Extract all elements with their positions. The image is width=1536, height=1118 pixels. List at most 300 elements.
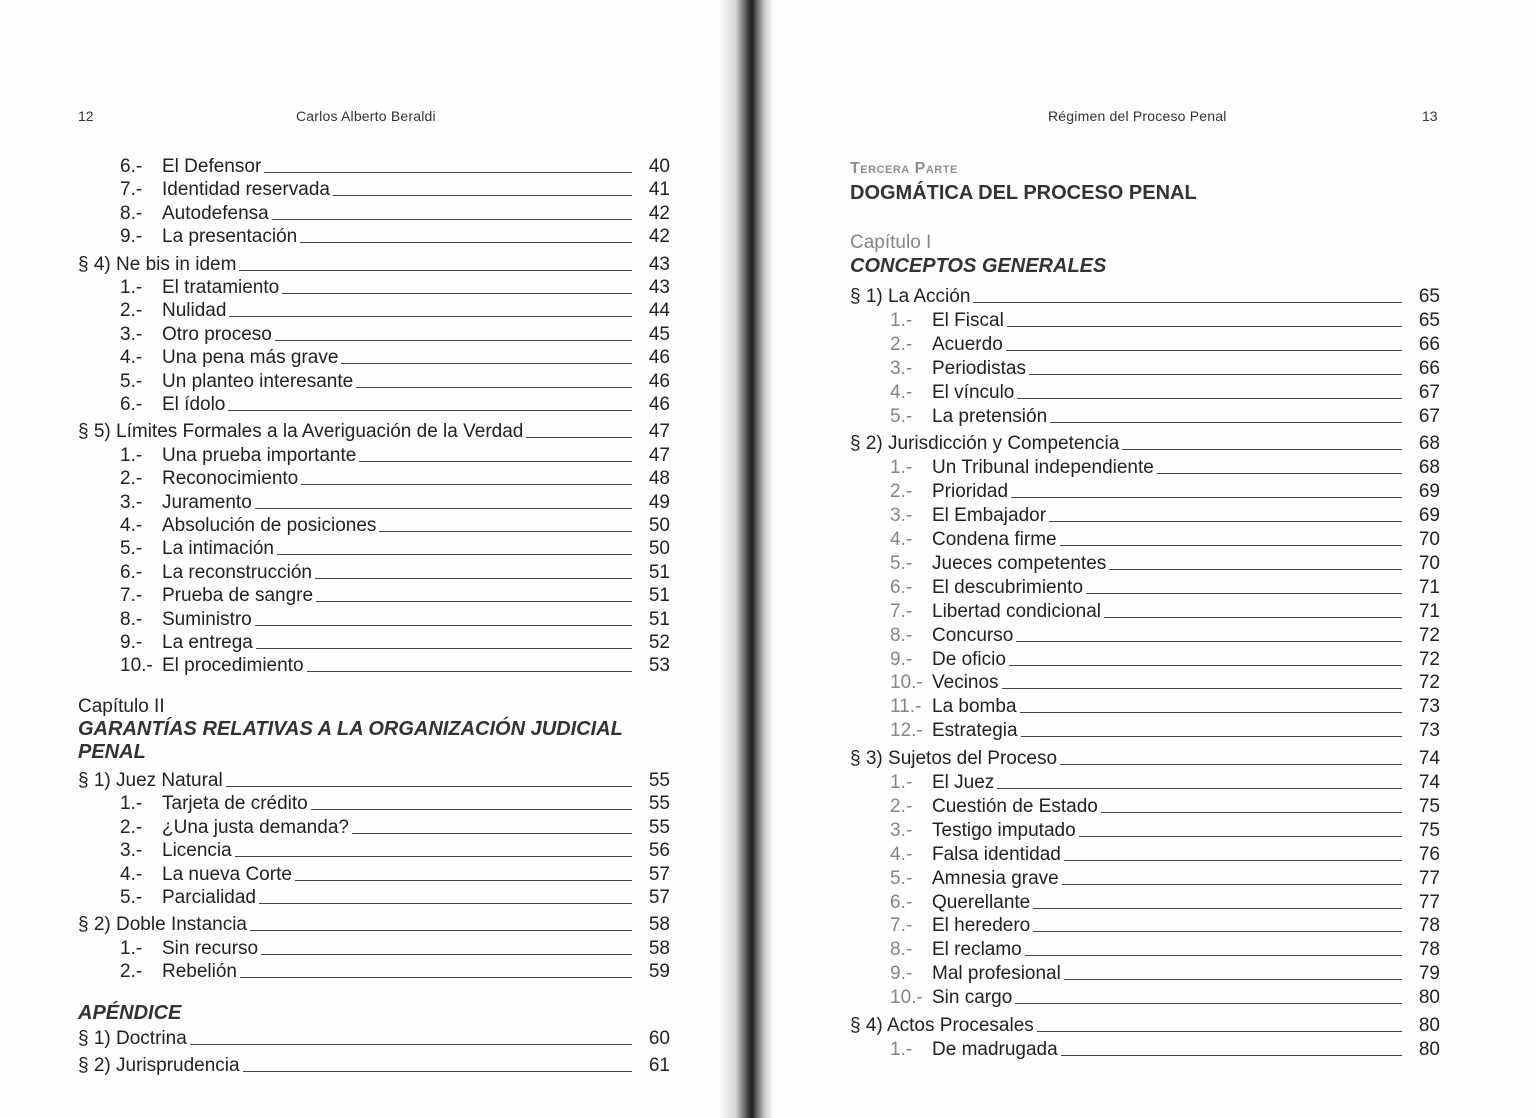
toc-leader-line (333, 195, 632, 196)
toc-entry-label: De oficio (932, 648, 1006, 670)
toc-leader-line (1064, 979, 1402, 980)
toc-entry-page: 53 (648, 655, 670, 677)
toc-entry-label: El heredero (932, 915, 1031, 937)
toc-entry (78, 201, 670, 225)
toc-entry (78, 466, 670, 490)
toc-entry-number: 12.- (890, 720, 923, 742)
toc-entry-number: 1.- (120, 937, 143, 959)
toc-entry (850, 455, 1440, 479)
toc-entry-number: 8.- (120, 608, 143, 630)
toc-entry-page: 42 (648, 202, 670, 224)
right-page-number: 13 (1422, 108, 1438, 124)
toc-entry-page: 48 (648, 468, 670, 490)
left-page-number: 12 (78, 108, 94, 124)
toc-entry-number: 3.- (890, 819, 913, 841)
toc-entry (78, 322, 670, 346)
toc-entry (78, 224, 670, 248)
toc-entry-label: Acuerdo (932, 333, 1003, 355)
toc-entry (78, 345, 670, 369)
toc-leader-line (1062, 884, 1402, 885)
toc-entry-page: 72 (1418, 672, 1440, 694)
toc-entry-label: Licencia (162, 840, 232, 862)
toc-leader-line (1037, 1031, 1402, 1032)
toc-entry-number: 8.- (890, 624, 913, 646)
toc-leader-line (1015, 1003, 1402, 1004)
toc-entry (78, 630, 670, 654)
toc-entry-label: Sin cargo (932, 987, 1013, 1009)
toc-entry-label: § 2) Jurisprudencia (78, 1055, 240, 1077)
toc-entry-number: 9.- (890, 963, 913, 985)
toc-entry-label: Jueces competentes (932, 552, 1107, 574)
toc-leader-line (226, 786, 632, 787)
toc-entry-number: 10.- (890, 987, 923, 1009)
toc-entry-label: § 1) Doctrina (78, 1028, 187, 1049)
toc-entry-label: Una pena más grave (162, 347, 339, 369)
toc-entry-page: 67 (1418, 381, 1440, 403)
toc-entry-page: 59 (648, 961, 670, 983)
toc-entry-label: El reclamo (932, 939, 1022, 961)
toc-leader-line (1104, 617, 1402, 618)
toc-leader-line (243, 1071, 632, 1072)
toc-entry (78, 607, 670, 631)
toc-entry-page: 50 (648, 538, 670, 560)
toc-leader-line (1017, 398, 1402, 399)
toc-entry (850, 794, 1440, 818)
toc-leader-line (229, 316, 632, 317)
toc-entry-page: 77 (1418, 891, 1440, 913)
toc-entry-number: 2.- (120, 468, 143, 490)
toc-entry-number: 3.- (120, 323, 143, 345)
toc-leader-line (1009, 665, 1402, 666)
toc-entry-page: 41 (648, 179, 670, 201)
toc-entry-page: 56 (648, 840, 670, 862)
toc-entry-page: 78 (1418, 939, 1440, 961)
toc-leader-line (307, 671, 632, 672)
toc-entry-label: La intimación (162, 538, 274, 560)
toc-entry (78, 815, 670, 839)
toc-entry-label: El vínculo (932, 381, 1015, 403)
toc-leader-line (259, 903, 632, 904)
toc-entry (850, 818, 1440, 842)
toc-entry-page: 68 (1418, 433, 1440, 455)
toc-leader-line (1061, 1055, 1402, 1056)
toc-entry-page: 57 (648, 863, 670, 885)
toc-entry-page: 47 (648, 444, 670, 466)
toc-entry (850, 985, 1440, 1009)
toc-entry-number: 2.- (890, 795, 913, 817)
toc-entry-page: 68 (1418, 457, 1440, 479)
toc-entry (850, 575, 1440, 599)
toc-entry-page: 46 (648, 347, 670, 369)
toc-leader-line (275, 340, 632, 341)
toc-entry-number: 7.- (890, 915, 913, 937)
toc-entry (850, 1013, 1440, 1037)
toc-entry (78, 912, 670, 936)
toc-entry (78, 443, 670, 467)
toc-entry-page: 80 (1418, 1015, 1440, 1036)
toc-entry-label: La pretensión (932, 405, 1048, 427)
toc-entry (78, 791, 670, 815)
toc-entry (850, 479, 1440, 503)
toc-entry-number: 1.- (120, 444, 143, 466)
toc-entry-page: 78 (1418, 915, 1440, 937)
toc-leader-line (239, 270, 632, 271)
toc-entry-label: La presentación (162, 226, 298, 248)
toc-entry-page: 47 (648, 421, 670, 443)
toc-entry-number: 2.- (890, 333, 913, 355)
toc-leader-line (1007, 326, 1402, 327)
toc-leader-line (300, 242, 632, 243)
toc-entry-number: 6.- (890, 891, 913, 913)
toc-leader-line (1002, 688, 1402, 689)
toc-leader-line (352, 833, 632, 834)
toc-entry (78, 583, 670, 607)
chapter-title-left-line2: PENAL (78, 741, 146, 763)
toc-leader-line (341, 363, 632, 364)
toc-entry (78, 653, 670, 677)
toc-entry-page: 51 (648, 608, 670, 630)
toc-entry-number: 4.- (890, 529, 913, 550)
toc-entry-number: 4.- (120, 863, 143, 885)
toc-leader-line (1079, 836, 1402, 837)
part-label: Tercera Parte (850, 160, 958, 177)
toc-entry-label: Falsa identidad (932, 843, 1061, 865)
toc-leader-line (1049, 521, 1402, 522)
toc-entry-page: 77 (1418, 867, 1440, 889)
toc-leader-line (277, 554, 632, 555)
toc-entry-number: 2.- (890, 481, 913, 503)
toc-entry (78, 862, 670, 886)
toc-entry-page: 72 (1418, 624, 1440, 646)
toc-entry (78, 768, 670, 792)
toc-entry-label: Rebelión (162, 961, 237, 983)
toc-entry-page: 57 (648, 887, 670, 908)
right-page (738, 0, 1536, 1118)
toc-entry-page: 73 (1418, 720, 1440, 742)
toc-entry (850, 404, 1440, 428)
toc-entry-number: 5.- (890, 552, 913, 574)
toc-leader-line (1020, 712, 1402, 713)
toc-entry (850, 913, 1440, 937)
toc-leader-line (256, 648, 632, 649)
toc-entry-page: 45 (648, 323, 670, 345)
toc-entry-label: Identidad reservada (162, 179, 330, 201)
toc-entry-page: 75 (1418, 819, 1440, 841)
toc-entry-number: 9.- (120, 632, 143, 653)
toc-entry (850, 770, 1440, 794)
toc-entry-page: 72 (1418, 648, 1440, 670)
toc-entry-number: 1.- (890, 309, 913, 331)
toc-leader-line (261, 954, 632, 955)
toc-entry-page: 46 (648, 394, 670, 415)
toc-entry-page: 40 (648, 156, 670, 177)
toc-leader-line (1050, 422, 1402, 423)
toc-entry (78, 1053, 670, 1077)
toc-entry-page: 51 (648, 585, 670, 607)
toc-entry-number: 5.- (890, 405, 913, 427)
toc-entry (850, 746, 1440, 770)
toc-entry-page: 55 (648, 793, 670, 815)
toc-entry (850, 599, 1440, 623)
toc-entry-number: 4.- (890, 381, 913, 403)
toc-entry-number: 1.- (120, 793, 143, 815)
toc-entry (850, 551, 1440, 575)
toc-entry-label: El descubrimiento (932, 576, 1084, 598)
toc-entry (78, 275, 670, 299)
toc-entry (78, 392, 670, 416)
toc-entry (850, 718, 1440, 742)
toc-entry (78, 154, 670, 178)
toc-entry-number: 10.- (890, 672, 923, 694)
toc-entry (850, 284, 1440, 308)
toc-leader-line (973, 302, 1402, 303)
toc-entry-page: 49 (648, 491, 670, 513)
toc-entry (850, 527, 1440, 551)
toc-entry-number: 2.- (120, 816, 143, 838)
toc-entry-number: 4.- (120, 515, 143, 536)
toc-entry-number: 5.- (120, 538, 143, 560)
toc-leader-line (1029, 374, 1402, 375)
toc-entry-page: 69 (1418, 481, 1440, 503)
toc-entry-label: De madrugada (932, 1038, 1058, 1060)
toc-entry-page: 43 (648, 277, 670, 298)
toc-entry-label: Prioridad (932, 481, 1009, 503)
toc-entry-label: Juramento (162, 491, 252, 513)
toc-entry-label: El Defensor (162, 156, 262, 177)
toc-leader-line (190, 1044, 632, 1045)
toc-entry-page: 71 (1418, 600, 1440, 622)
toc-entry-page: 52 (648, 632, 670, 653)
toc-leader-line (228, 410, 632, 411)
toc-entry-number: 4.- (890, 843, 913, 865)
toc-entry-page: 71 (1418, 576, 1440, 598)
toc-entry (850, 431, 1440, 455)
toc-entry (850, 890, 1440, 914)
toc-entry-label: Sin recurso (162, 937, 259, 959)
toc-entry-label: Testigo imputado (932, 819, 1076, 841)
toc-entry-page: 55 (648, 816, 670, 838)
toc-entry-label: Reconocimiento (162, 468, 299, 490)
toc-entry (850, 503, 1440, 527)
toc-entry-number: 3.- (890, 357, 913, 379)
toc-leader-line (1016, 641, 1402, 642)
toc-entry-number: 5.- (890, 867, 913, 889)
toc-entry-label: Concurso (932, 624, 1014, 646)
toc-leader-line (1033, 931, 1402, 932)
toc-entry-page: 73 (1418, 696, 1440, 718)
toc-leader-line (1064, 860, 1402, 861)
toc-entry-number: 8.- (120, 202, 143, 224)
toc-entry-number: 9.- (120, 226, 143, 248)
toc-entry-number: 6.- (120, 561, 143, 583)
toc-entry-label: § 2) Jurisdicción y Competencia (850, 433, 1120, 455)
toc-entry-label: El tratamiento (162, 277, 280, 298)
toc-leader-line (264, 172, 632, 173)
toc-entry (850, 308, 1440, 332)
toc-leader-line (1157, 473, 1402, 474)
toc-entry-label: El ídolo (162, 394, 226, 415)
toc-entry-page: 50 (648, 515, 670, 536)
toc-leader-line (1109, 569, 1402, 570)
toc-entry (850, 1037, 1440, 1061)
toc-entry-label: Prueba de sangre (162, 585, 314, 607)
toc-entry-number: 4.- (120, 347, 143, 369)
toc-leader-line (1006, 350, 1402, 351)
toc-entry (78, 419, 670, 443)
toc-entry-label: Condena firme (932, 529, 1057, 550)
toc-entry (78, 513, 670, 537)
toc-entry-label: § 5) Límites Formales a la Averiguación de la Verdad (78, 421, 524, 443)
toc-entry-label: Nulidad (162, 300, 227, 322)
toc-entry (850, 647, 1440, 671)
toc-entry-page: 58 (648, 914, 670, 936)
toc-entry-label: Cuestión de Estado (932, 795, 1098, 817)
toc-entry-page: 74 (1418, 772, 1440, 793)
toc-entry (850, 623, 1440, 647)
toc-entry-label: ¿Una justa demanda? (162, 816, 349, 838)
right-running-head: Régimen del Proceso Penal (1048, 108, 1227, 124)
toc-leader-line (235, 856, 632, 857)
toc-entry (78, 536, 670, 560)
toc-entry-label: Querellante (932, 891, 1031, 913)
toc-entry-number: 3.- (120, 840, 143, 862)
chapter-title-right: CONCEPTOS GENERALES (850, 255, 1107, 277)
toc-leader-line (301, 484, 632, 485)
toc-entry-label: Un planteo interesante (162, 370, 354, 392)
toc-entry-page: 69 (1418, 505, 1440, 527)
toc-entry-page: 60 (648, 1028, 670, 1049)
toc-entry-label: Otro proceso (162, 323, 272, 345)
toc-entry-number: 2.- (120, 961, 143, 983)
toc-leader-line (1060, 545, 1402, 546)
toc-entry (78, 252, 670, 276)
toc-leader-line (997, 788, 1402, 789)
toc-entry (78, 490, 670, 514)
toc-entry-page: 65 (1418, 309, 1440, 331)
toc-entry-label: El Juez (932, 772, 995, 793)
toc-leader-line (1101, 812, 1402, 813)
toc-entry (78, 959, 670, 983)
toc-entry-number: 1.- (890, 1038, 913, 1060)
toc-entry-page: 58 (648, 937, 670, 959)
toc-entry-number: 10.- (120, 655, 153, 677)
toc-entry (850, 961, 1440, 985)
toc-entry-number: 6.- (120, 394, 143, 415)
toc-leader-line (272, 219, 632, 220)
toc-entry-number: 9.- (890, 648, 913, 670)
toc-entry-number: 5.- (120, 370, 143, 392)
toc-leader-line (1025, 955, 1402, 956)
toc-entry (78, 885, 670, 909)
toc-entry (850, 842, 1440, 866)
toc-leader-line (315, 578, 632, 579)
part-title: DOGMÁTICA DEL PROCESO PENAL (850, 182, 1197, 204)
toc-entry-page: 80 (1418, 987, 1440, 1009)
toc-entry-page: 74 (1418, 748, 1440, 770)
toc-leader-line (1011, 497, 1402, 498)
toc-entry-label: La nueva Corte (162, 863, 292, 885)
toc-entry (850, 670, 1440, 694)
appendix-title: APÉNDICE (78, 1002, 182, 1024)
toc-leader-line (250, 930, 632, 931)
toc-entry-label: Un Tribunal independiente (932, 457, 1154, 479)
toc-entry-number: 8.- (890, 939, 913, 961)
toc-entry-page: 61 (648, 1055, 670, 1077)
toc-entry-page: 55 (648, 770, 670, 791)
toc-entry-label: § 1) Juez Natural (78, 770, 223, 791)
book-gutter (720, 0, 772, 1118)
toc-leader-line (316, 601, 632, 602)
toc-entry-label: § 2) Doble Instancia (78, 914, 247, 936)
toc-entry-label: Parcialidad (162, 887, 256, 908)
toc-entry-page: 51 (648, 561, 670, 583)
toc-entry-page: 79 (1418, 963, 1440, 985)
toc-entry-label: La reconstrucción (162, 561, 312, 583)
toc-entry-label: La bomba (932, 696, 1017, 718)
toc-entry-label: Amnesia grave (932, 867, 1059, 889)
toc-entry-number: 11.- (890, 696, 922, 718)
toc-entry-page: 70 (1418, 552, 1440, 574)
toc-entry (78, 177, 670, 201)
toc-entry-page: 65 (1418, 286, 1440, 307)
toc-entry (850, 866, 1440, 890)
toc-leader-line (1060, 764, 1402, 765)
toc-entry-label: Vecinos (932, 672, 999, 694)
toc-entry-label: § 1) La Acción (850, 286, 971, 307)
toc-entry (850, 356, 1440, 380)
toc-entry (850, 332, 1440, 356)
toc-entry-page: 75 (1418, 795, 1440, 817)
toc-entry-page: 42 (648, 226, 670, 248)
chapter-label-left: Capítulo II (78, 696, 165, 717)
toc-entry-number: 2.- (120, 300, 143, 322)
toc-entry-number: 3.- (120, 491, 143, 513)
toc-entry-page: 76 (1418, 843, 1440, 865)
left-running-head: Carlos Alberto Beraldi (296, 108, 436, 124)
toc-entry-number: 7.- (120, 585, 143, 607)
toc-entry-page: 46 (648, 370, 670, 392)
chapter-title-left-line1: GARANTÍAS RELATIVAS A LA ORGANIZACIÓN JUDICIAL (78, 718, 623, 740)
toc-entry-page: 66 (1418, 357, 1440, 379)
left-page (0, 0, 738, 1118)
toc-leader-line (1021, 736, 1402, 737)
toc-leader-line (359, 461, 632, 462)
toc-entry (78, 369, 670, 393)
toc-entry-label: Suministro (162, 608, 252, 630)
toc-entry (78, 1026, 670, 1050)
toc-entry-label: El Fiscal (932, 309, 1004, 331)
toc-entry-number: 1.- (890, 457, 913, 479)
toc-entry-label: Mal profesional (932, 963, 1061, 985)
toc-leader-line (311, 809, 632, 810)
toc-leader-line (255, 508, 632, 509)
toc-leader-line (526, 437, 632, 438)
toc-entry-page: 70 (1418, 529, 1440, 550)
toc-leader-line (255, 625, 632, 626)
toc-entry-page: 43 (648, 253, 670, 275)
toc-entry (78, 936, 670, 960)
toc-entry-label: § 4) Actos Procesales (850, 1015, 1034, 1036)
toc-entry-number: 1.- (890, 772, 913, 793)
toc-entry (78, 298, 670, 322)
toc-leader-line (282, 293, 632, 294)
toc-entry-label: El Embajador (932, 505, 1047, 527)
toc-entry-number: 7.- (120, 179, 143, 201)
toc-entry-number: 3.- (890, 505, 913, 527)
toc-entry-label: § 3) Sujetos del Proceso (850, 748, 1058, 770)
toc-entry-label: Una prueba importante (162, 444, 357, 466)
toc-entry-label: § 4) Ne bis in idem (78, 253, 237, 275)
